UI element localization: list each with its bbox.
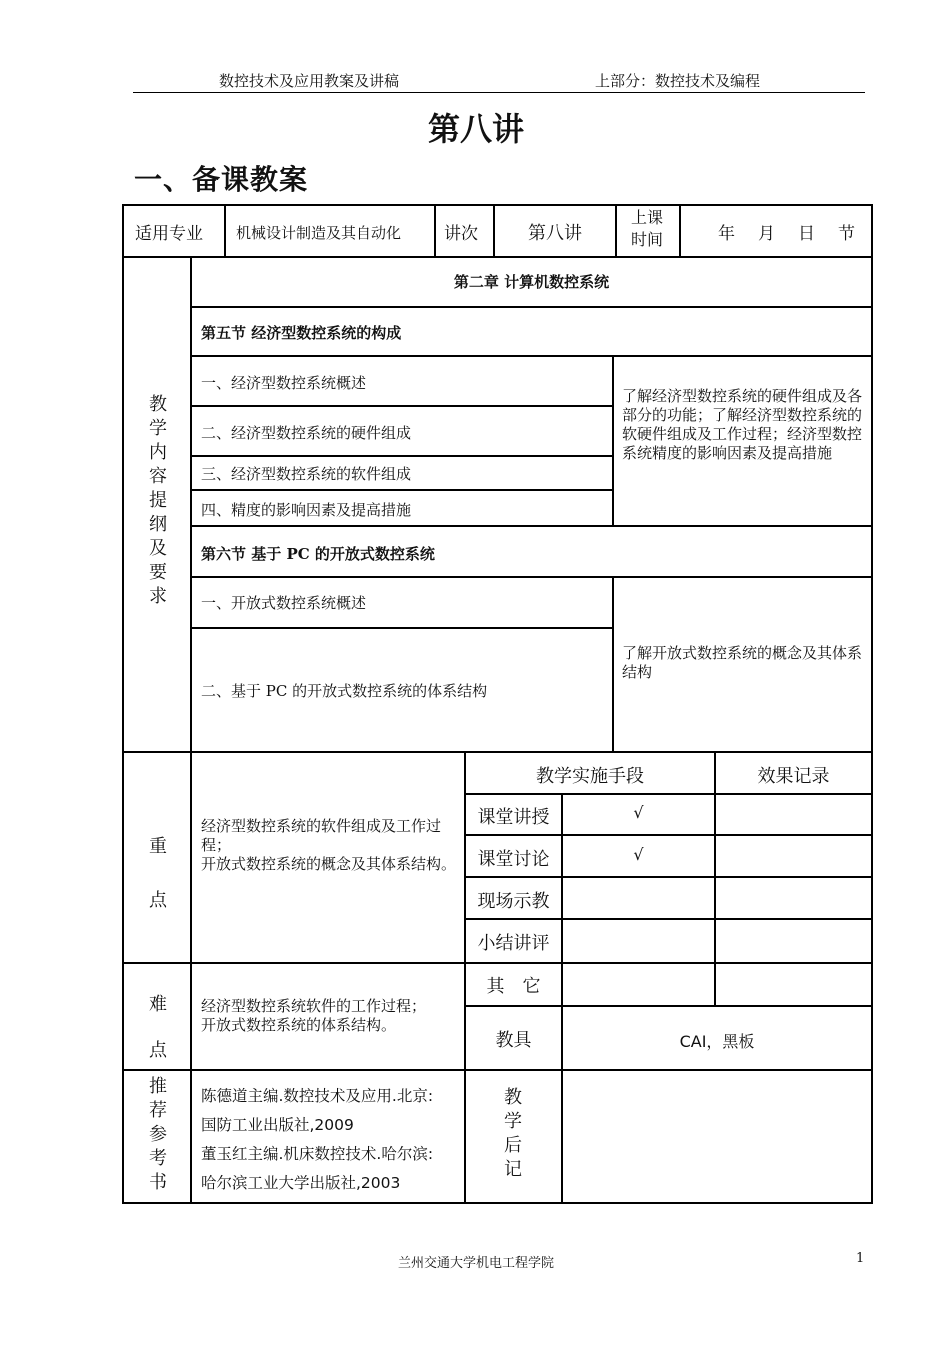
ref-line: 董玉红主编.机床数控技术.哈尔滨:	[201, 1145, 434, 1163]
sec5-item: 四、精度的影响因素及提高措施	[201, 501, 412, 519]
ref-line: 哈尔滨工业大学出版社,2003	[201, 1174, 401, 1192]
grid-line	[190, 576, 873, 578]
grid-line	[679, 204, 681, 256]
grid-line	[434, 204, 436, 256]
page-title: 第八讲	[427, 110, 524, 148]
grid-line	[464, 834, 873, 836]
time-label: 上课时间	[630, 208, 663, 249]
lecture-label: 讲次	[444, 224, 478, 244]
page-number: 1	[856, 1251, 865, 1266]
grid-line	[122, 1069, 873, 1071]
grid-line	[464, 1005, 873, 1007]
sec5-requirements: 了解经济型数控系统的硬件组成及各部分的功能；了解经济型数控系统的软硬件组成及工作过程；经济型数控系统精度的影响因素及提高措施	[622, 387, 863, 462]
grid-line	[190, 627, 613, 629]
method-mark: √	[633, 803, 644, 822]
difficult-content: 经济型数控系统软件的工作过程； 开放式数控系统的体系结构。	[201, 997, 427, 1034]
section-heading: 一、备课教案	[134, 163, 309, 196]
sec5-item: 三、经济型数控系统的软件组成	[201, 465, 412, 483]
difficult-label: 难点	[149, 994, 167, 1061]
sec6-item: 二、基于 PC 的开放式数控系统的体系结构	[201, 682, 488, 700]
grid-line	[224, 204, 226, 256]
other-label: 其 它	[486, 976, 541, 997]
chapter-title: 第二章 计算机数控系统	[453, 273, 610, 291]
sec6-title: 第六节 基于 PC 的开放式数控系统	[201, 545, 435, 563]
table-border	[871, 204, 873, 1203]
grid-line	[190, 355, 873, 357]
grid-line	[615, 204, 617, 256]
sec5-item: 二、经济型数控系统的硬件组成	[201, 424, 412, 442]
grid-line	[122, 751, 873, 753]
table-border	[122, 1202, 873, 1204]
grid-line	[190, 489, 613, 491]
grid-line	[612, 355, 614, 525]
sec6-item: 一、开放式数控系统概述	[201, 594, 367, 612]
lecture-value: 第八讲	[528, 223, 582, 244]
grid-line	[464, 918, 873, 920]
effect-header: 效果记录	[757, 766, 830, 787]
grid-line	[464, 793, 873, 795]
grid-line	[122, 256, 873, 258]
ref-line: 陈德道主编.数控技术及应用.北京:	[201, 1087, 434, 1105]
outline-label: 教学内容提纲及要求	[149, 394, 167, 607]
methods-header: 教学实施手段	[536, 766, 644, 787]
sec6-requirements: 了解开放式数控系统的概念及其体系结构	[622, 644, 863, 681]
grid-line	[190, 405, 613, 407]
sec5-item: 一、经济型数控系统概述	[201, 374, 367, 392]
major-value: 机械设计制造及其自动化	[236, 224, 402, 242]
grid-line	[612, 576, 614, 751]
table-border	[122, 204, 873, 206]
tools-label: 教具	[495, 1030, 532, 1051]
grid-line	[122, 962, 873, 964]
key-content: 经济型数控系统的软件组成及工作过程； 开放式数控系统的概念及其体系结构。	[201, 817, 457, 873]
method-name: 现场示教	[477, 891, 550, 912]
afterword-label: 教学后记	[504, 1087, 522, 1180]
table-border	[122, 204, 124, 1203]
tools-value: CAI，黑板	[679, 1032, 755, 1051]
refs-label: 推荐参考书	[149, 1076, 167, 1193]
time-value: 年 月 日 节	[718, 224, 858, 244]
grid-line	[190, 455, 613, 457]
key-label: 重点	[149, 836, 167, 911]
grid-line	[190, 306, 873, 308]
grid-line	[714, 751, 716, 1005]
grid-line	[464, 876, 873, 878]
grid-line	[190, 525, 873, 527]
header-left: 数控技术及应用教案及讲稿	[219, 72, 400, 90]
sec5-title: 第五节 经济型数控系统的构成	[201, 324, 402, 342]
method-name: 小结讲评	[477, 933, 550, 954]
page-header	[133, 62, 865, 93]
major-label: 适用专业	[135, 224, 203, 244]
grid-line	[190, 256, 192, 1202]
page-footer: 兰州交通大学机电工程学院	[398, 1256, 555, 1271]
ref-line: 国防工业出版社,2009	[201, 1116, 354, 1134]
method-name: 课堂讲授	[477, 807, 550, 828]
header-right: 上部分：数控技术及编程	[595, 72, 761, 90]
method-name: 课堂讨论	[477, 849, 550, 870]
method-mark: √	[633, 845, 644, 864]
